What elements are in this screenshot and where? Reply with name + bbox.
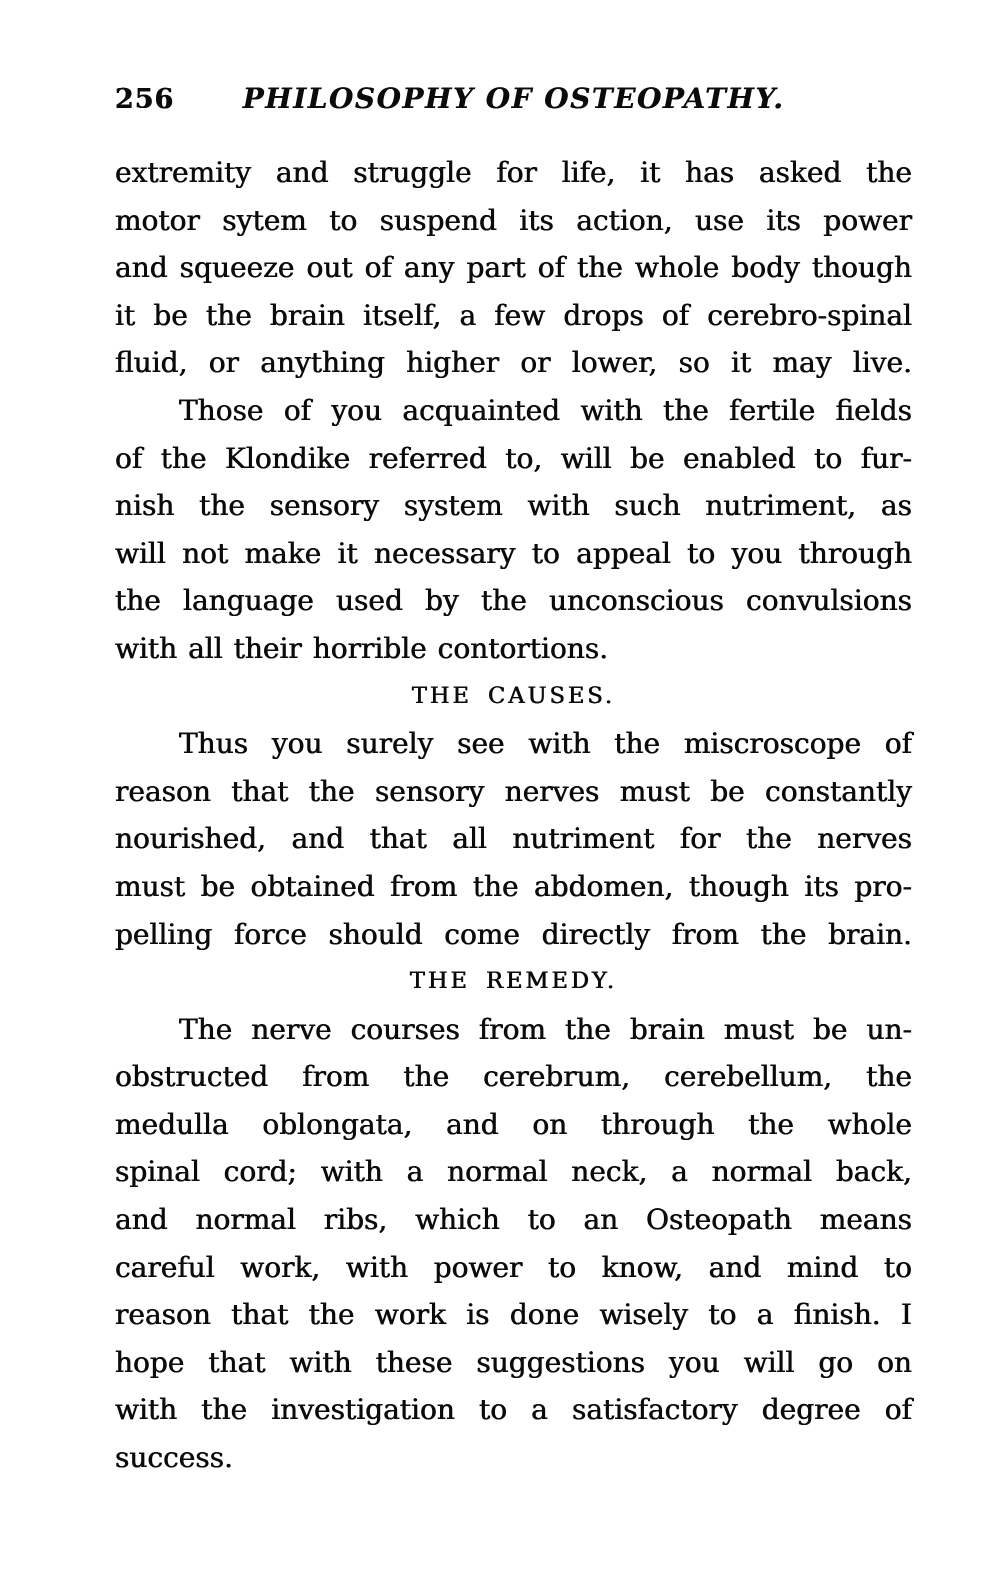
text-line: success.: [115, 1441, 233, 1475]
text-line: reason that the sensory nerves must be constantly: [115, 774, 912, 808]
section-heading: THE CAUSES.: [411, 682, 616, 709]
text-line: fluid, or anything higher or lower, so it may live.: [115, 346, 912, 380]
text-line: pelling force should come directly from the brain.: [115, 917, 912, 951]
text-line: nish the sensory system with such nutriment, as: [115, 489, 912, 523]
text-line: and squeeze out of any part of the whole body though: [115, 251, 912, 285]
text-line: motor sytem to suspend its action, use its power: [115, 203, 912, 237]
text-line: Thus you surely see with the miscroscope of: [179, 727, 912, 761]
running-title: PHILOSOPHY OF OSTEOPATHY.: [242, 82, 785, 115]
text-line: extremity and struggle for life, it has asked the: [115, 156, 912, 189]
text-line: it be the brain itself, a few drops of cerebro-spinal: [115, 298, 912, 332]
text-line: The nerve courses from the brain must be un-: [179, 1012, 912, 1046]
body-paragraph: [115, 387, 912, 673]
section-heading: THE REMEDY.: [409, 968, 618, 995]
text-line: careful work, with power to know, and mind to: [115, 1250, 912, 1284]
page-body: [115, 149, 912, 1482]
page-header: [115, 82, 912, 116]
text-line: spinal cord; with a normal neck, a normal back,: [115, 1155, 912, 1189]
text-line: and normal ribs, which to an Osteopath means: [115, 1203, 912, 1237]
text-line: nourished, and that all nutriment for the nerves: [115, 822, 912, 856]
text-line: with the investigation to a satisfactory degree of: [115, 1393, 912, 1427]
text-line: will not make it necessary to appeal to you through: [115, 536, 912, 570]
text-line: with all their horrible contortions.: [115, 631, 609, 665]
text-line: reason that the work is done wisely to a finish. I: [115, 1298, 912, 1332]
text-line: hope that with these suggestions you will go on: [115, 1345, 912, 1379]
text-line: must be obtained from the abdomen, though its pro-: [115, 869, 912, 903]
body-paragraph: [115, 720, 912, 958]
body-paragraph: [115, 1006, 912, 1482]
text-line: of the Klondike referred to, will be enabled to fur-: [115, 441, 912, 475]
text-line: the language used by the unconscious convulsions: [115, 584, 912, 618]
text-line: obstructed from the cerebrum, cerebellum, the: [115, 1060, 912, 1094]
page-number: 256: [115, 84, 175, 115]
body-paragraph: [115, 149, 912, 387]
text-line: medulla oblongata, and on through the whole: [115, 1107, 912, 1141]
text-line: Those of you acquainted with the fertile fields: [179, 393, 912, 427]
